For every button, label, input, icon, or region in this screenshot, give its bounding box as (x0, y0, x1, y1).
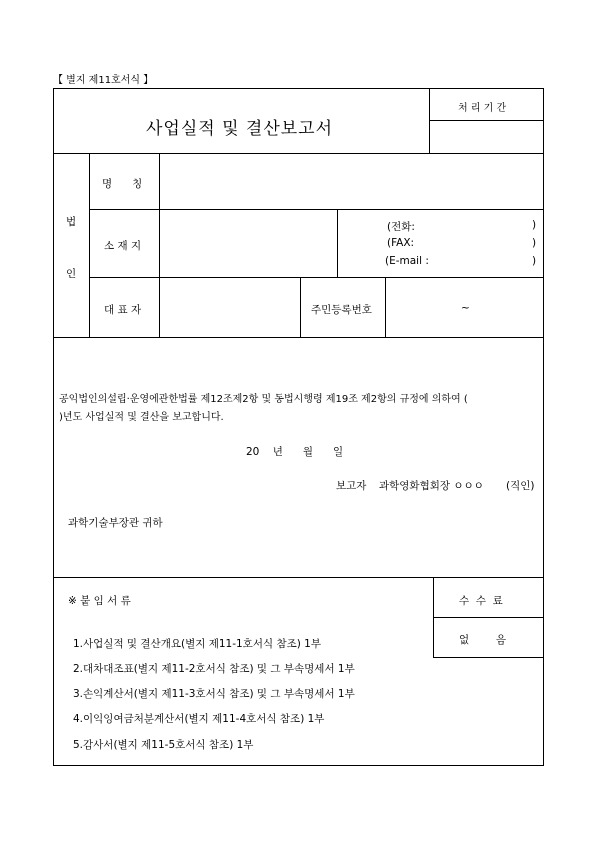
reporter-name: 과학영화협회장 ㅇㅇㅇ (379, 480, 484, 492)
attachment-item: 4.이익잉여금처분계산서(별지 제11-4호서식 참조) 1부 (73, 713, 325, 725)
body-paragraph-line2: )년도 사업실적 및 결산을 보고합니다. (59, 412, 224, 423)
divider (433, 617, 543, 618)
page-title: 사업실적 및 결산보고서 (146, 119, 334, 139)
corp-group-label-1: 법 (66, 216, 77, 228)
resident-no-field[interactable]: ~ (461, 302, 470, 314)
form-number: 【 별지 제11호서식 】 (53, 75, 154, 86)
attachments-heading: ※ 붙 임 서 류 (68, 595, 131, 607)
divider (89, 209, 543, 210)
body-paragraph-line1: 공익법인의설립·운영에관한법률 제12조제2항 및 동법시행령 제19조 제2항의 규정에 의하여 ( (59, 394, 468, 405)
divider (53, 577, 544, 578)
fee-label: 수 수 료 (459, 595, 503, 607)
corp-group-label-2: 인 (66, 268, 77, 280)
phone-close: ) (532, 219, 537, 231)
frame-top (53, 88, 544, 89)
attachment-item: 5.감사서(별지 제11-5호서식 참조) 1부 (73, 739, 254, 751)
representative-label: 대 표 자 (104, 304, 142, 316)
attachment-item: 1.사업실적 및 결산개요(별지 제11-1호서식 참조) 1부 (73, 638, 321, 650)
divider (433, 657, 543, 658)
seal-mark: (직인) (506, 480, 535, 492)
date-line: 20 년 월 일 (246, 446, 344, 458)
resident-no-label: 주민등록번호 (311, 304, 372, 316)
address-label: 소 재 지 (104, 240, 142, 252)
divider (300, 277, 301, 337)
divider (337, 209, 338, 277)
attachment-item: 3.손익계산서(별지 제11-3호서식 참조) 및 그 부속명세서 1부 (73, 688, 355, 700)
divider (385, 277, 386, 337)
email-label: (E-mail : (385, 255, 429, 267)
frame-right (543, 88, 544, 765)
reporter-label: 보고자 (336, 480, 367, 492)
fax-close: ) (532, 237, 537, 249)
fee-value: 없 음 (459, 634, 506, 646)
attachment-item: 2.대차대조표(별지 제11-2호서식 참조) 및 그 부속명세서 1부 (73, 663, 355, 675)
processing-period-label: 처 리 기 간 (458, 103, 507, 114)
recipient: 과학기술부장관 귀하 (68, 517, 163, 529)
divider (89, 153, 90, 337)
fax-label: (FAX: (387, 237, 415, 249)
divider (89, 277, 543, 278)
divider (53, 337, 544, 338)
frame-left (53, 88, 54, 765)
name-label: 명 칭 (102, 178, 143, 190)
phone-label: (전화: (387, 221, 415, 233)
divider (429, 120, 543, 121)
divider (159, 153, 160, 337)
frame-bottom (53, 765, 544, 766)
email-close: ) (532, 255, 537, 267)
divider (53, 153, 544, 154)
